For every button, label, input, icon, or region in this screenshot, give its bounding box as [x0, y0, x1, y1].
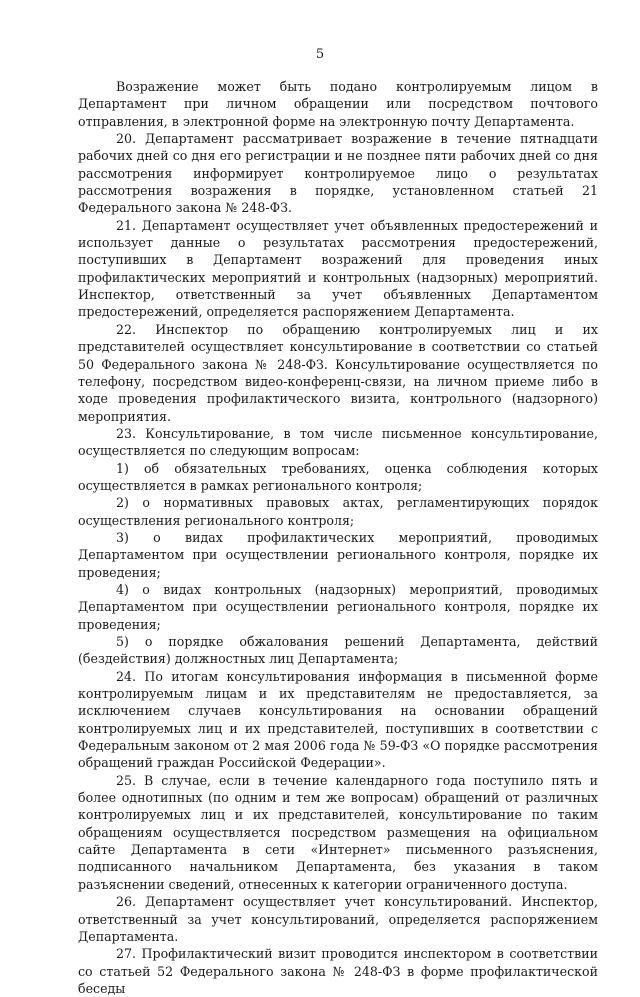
paragraph-21: 21. Департамент осуществляет учет объявленных предостережений и использует данные о результатах рассмотрения предостережений, поступивших в Департамент возражений для проведения иных профилактических мероприятий и контрольных (надзорных) мероприятий. Инспектор, ответственный за учет объявленных Департаментом предостережений, определяется распоряжением Департамента.: [78, 217, 598, 320]
paragraph-20: 20. Департамент рассматривает возражение в течение пятнадцати рабочих дней со дня его регистрации и не позднее пяти рабочих дней со дня рассмотрения информирует контролируемое лицо о результатах рассмотрения возражения в порядке, установленном статьей 21 Федерального закона № 248-ФЗ.: [78, 131, 598, 216]
paragraph-objection-submission: Возражение может быть подано контролируемым лицом в Департамент при личном обращении или посредством почтового отправления, в электронной форме на электронную почту Департамента.: [78, 79, 598, 129]
list-item-4: 4) о видах контрольных (надзорных) мероприятий, проводимых Департаментом при осуществлении регионального контроля, порядке их проведения;: [78, 581, 598, 632]
paragraph-27: 27. Профилактический визит проводится инспектором в соответствии со статьей 52 Федерального закона № 248-ФЗ в форме профилактической беседы: [78, 946, 598, 996]
list-item-2: 2) о нормативных правовых актах, регламентирующих порядок осуществления регионального контроля;: [78, 495, 598, 528]
paragraph-26: 26. Департамент осуществляет учет консультирований. Инспектор, ответственный за учет консультирований, определяется распоряжением Департамента.: [78, 894, 598, 944]
document-body: [78, 78, 598, 997]
list-item-3: 3) о видах профилактических мероприятий, проводимых Департаментом при осуществлении регионального контроля, порядке их проведения;: [78, 529, 598, 580]
list-item-1: 1) об обязательных требованиях, оценка соблюдения которых осуществляется в рамках регионального контроля;: [78, 460, 598, 493]
page-number: 5: [315, 47, 325, 62]
paragraph-22: 22. Инспектор по обращению контролируемых лиц и их представителей осуществляет консультирование в соответствии со статьей 50 Федерального закона № 248-ФЗ. Консультирование осуществляется по телефону, посредством видео-конференц-связи, на личном приеме либо в ходе проведения профилактического визита, контрольного (надзорного) мероприятия.: [78, 321, 598, 424]
paragraph-25: 25. В случае, если в течение календарного года поступило пять и более однотипных (по одним и тем же вопросам) обращений от различных контролируемых лиц и их представителей, консультирование по таким обращениям осуществляется посредством размещения на официальном сайте Департамента в сети «Интернет» письменного разъяснения, подписанного начальником Департамента, без указания в таком разъяснении сведений, отнесенных к категории ограниченного доступа.: [78, 772, 598, 892]
list-item-5: 5) о порядке обжалования решений Департамента, действий (бездействия) должностных лиц Департамента;: [78, 634, 598, 667]
paragraph-23: 23. Консультирование, в том числе письменное консультирование, осуществляется по следующим вопросам:: [78, 425, 598, 459]
paragraph-24: 24. По итогам консультирования информация в письменной форме контролируемым лицам и их представителям не предоставляется, за исключением случаев консультирования на основании обращений контролируемых лиц и их представителей, поступивших в соответствии с Федеральным законом от 2 мая 2006 года № 59-ФЗ «О порядке рассмотрения обращений граждан Российской Федерации».: [78, 668, 598, 771]
